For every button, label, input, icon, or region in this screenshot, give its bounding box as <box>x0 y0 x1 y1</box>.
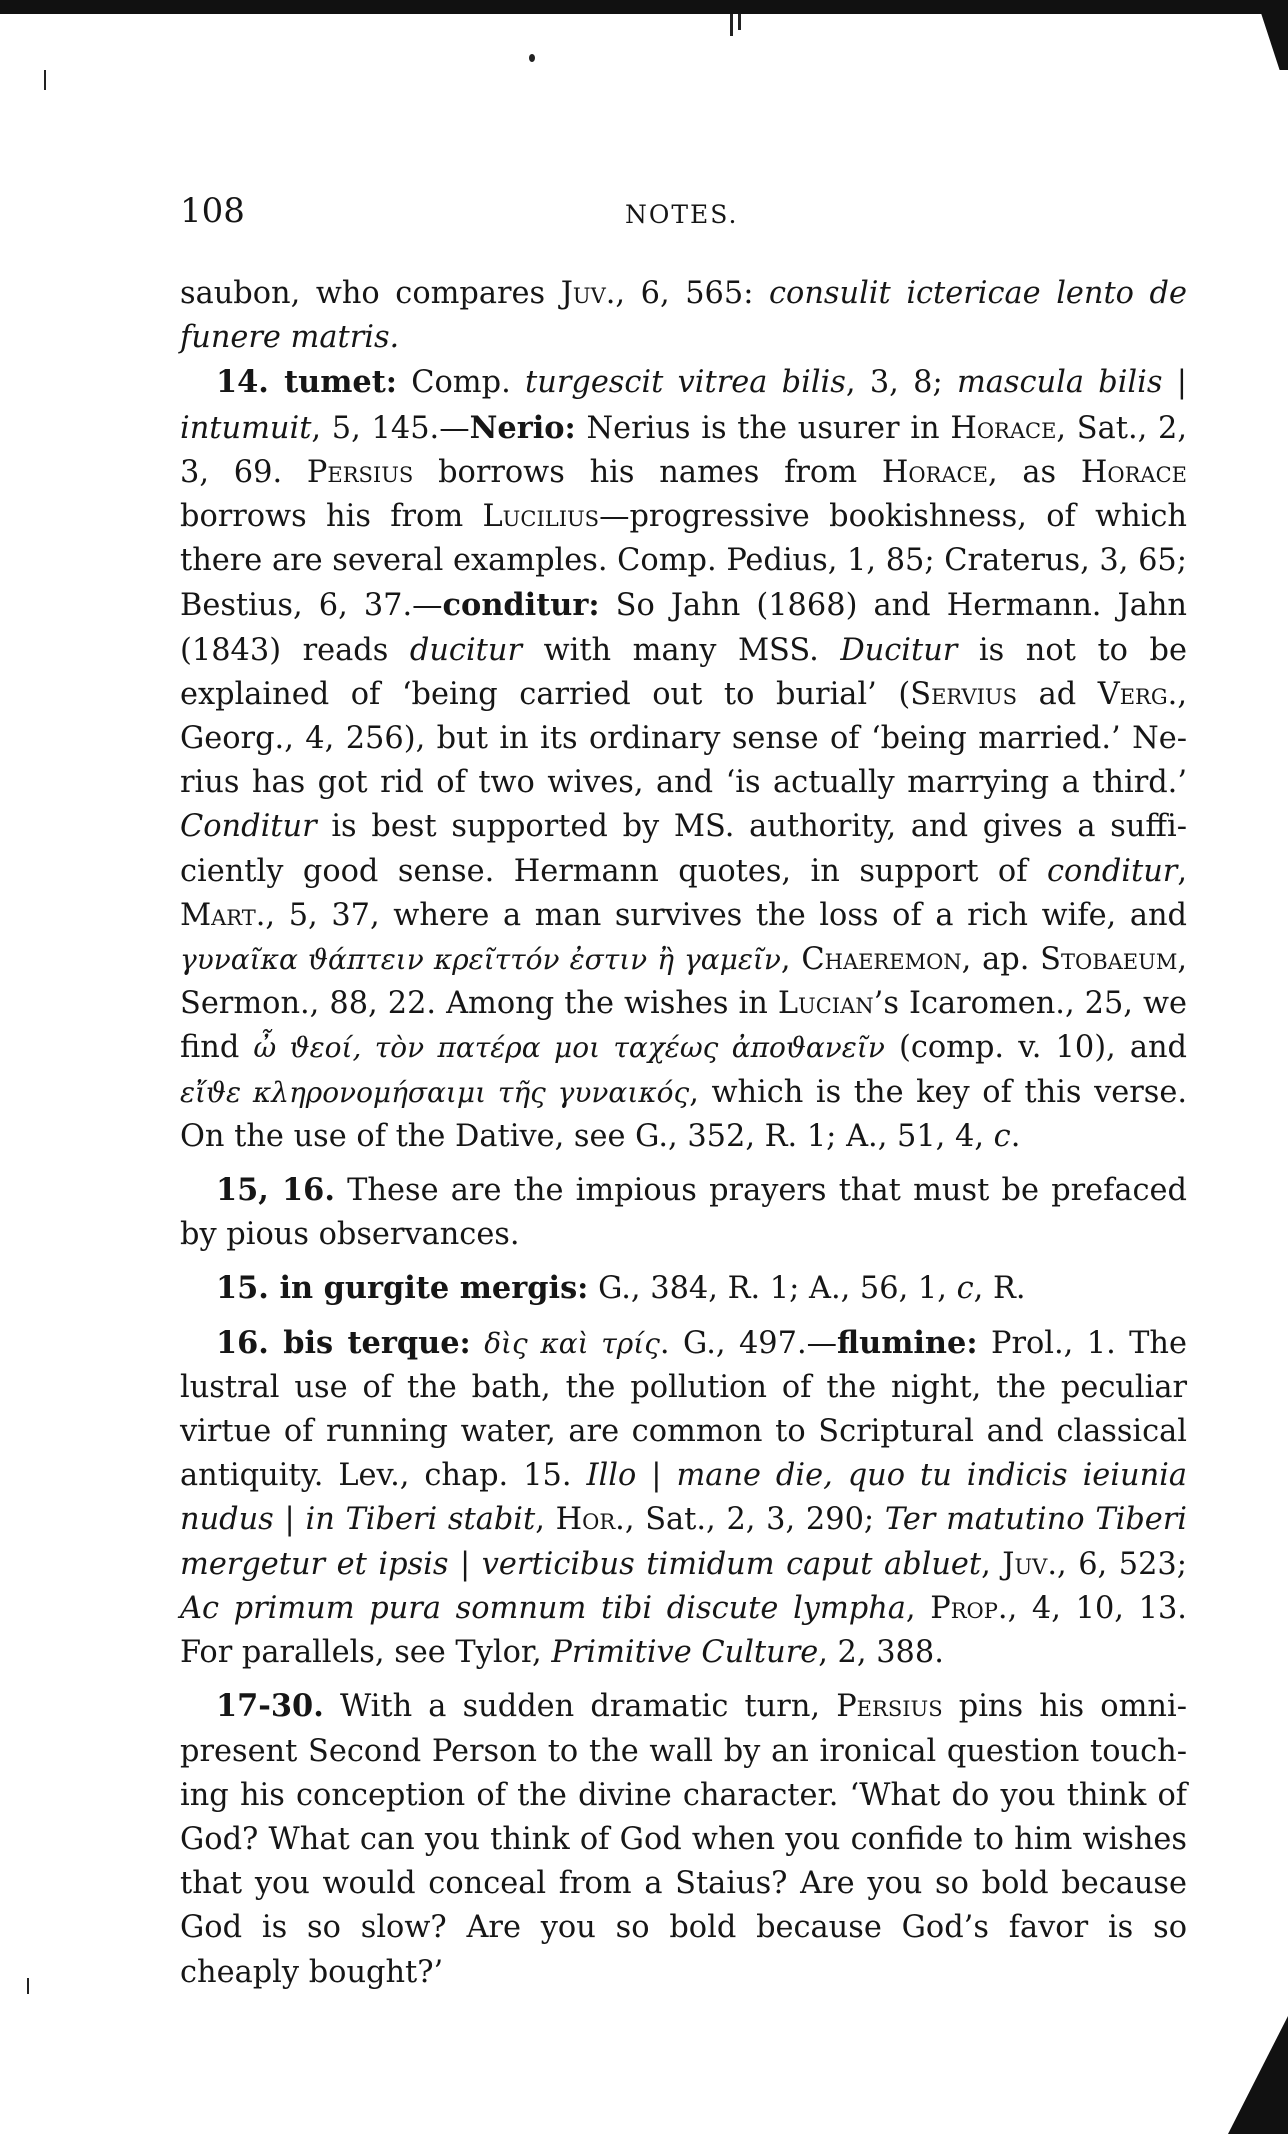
author-reference: Juv. <box>1002 1546 1058 1582</box>
italic-citation: Primitive Culture <box>551 1635 819 1671</box>
lemma: flumine: <box>837 1324 978 1361</box>
text-run: Prol., 1. The lustral use of the bath, the pollution of the night, the peculiar virtue of running water, are common to Scriptural and classical antiquity. Lev., chap. 15. <box>180 1325 1187 1494</box>
text-run: , 5, 145.— <box>311 410 470 446</box>
text-run: is not to be explained of ‘being carried out to burial’ ( <box>180 632 1187 712</box>
lemma: conditur: <box>442 587 600 624</box>
italic-citation: c <box>993 1118 1011 1154</box>
text-run: , 5, 37, where a man survives the loss of a rich wife, and <box>265 897 1187 933</box>
text-run: (comp. v. 10), and <box>884 1030 1187 1066</box>
text-run: borrows his from <box>180 499 483 535</box>
author-reference: Juv. <box>560 276 616 311</box>
lemma: 14. tumet: <box>216 364 397 401</box>
text-run: borrows his names from <box>413 454 882 490</box>
italic-citation: consulit ictericae lento de funere matris. <box>180 276 1187 356</box>
text-run: , <box>535 1502 556 1538</box>
text-run: , R. <box>973 1271 1026 1307</box>
text-run: ’s Icaromen., 25, we find <box>180 986 1187 1066</box>
author-reference: Horace <box>1080 454 1187 490</box>
greek-quotation: γυναῖκα ϑάπτειν κρεῖττόν ἐστιν ἢ γαμεῖν <box>180 943 781 977</box>
italic-citation: conditur <box>1046 853 1178 889</box>
text-run: , Sat., 2, 3, 69. <box>180 410 1187 490</box>
scan-mark <box>730 14 733 36</box>
text-run: So Jahn (1868) and Hermann. Jahn (1843) reads <box>180 588 1187 668</box>
text-run: . <box>1010 1118 1021 1154</box>
text-run: , 3, 8; <box>845 365 957 401</box>
italic-citation: c <box>956 1271 974 1307</box>
text-run: ad <box>1017 676 1098 712</box>
author-reference: Mart. <box>180 897 266 933</box>
text-run: , 6, 565: <box>615 276 770 311</box>
text-run <box>471 1326 484 1361</box>
greek-quotation: ὦ ϑεοί, τὸν πατέρα μοι ταχέως ἀποϑανεῖν <box>253 1031 885 1065</box>
author-reference: Hor. <box>555 1502 625 1538</box>
author-reference: Persius <box>836 1689 943 1725</box>
author-reference: Prop. <box>930 1590 1008 1626</box>
scan-edge-bottom-right <box>1228 2016 1288 2134</box>
scan-speck <box>529 54 535 62</box>
lemma: 15, 16. <box>216 1172 335 1209</box>
lemma: Nerio: <box>469 409 576 446</box>
note-paragraph <box>180 1321 1187 1676</box>
text-run: , which is the key of this verse. On the use of the Dative, see G., 352, R. 1; A., 51, 4, <box>180 1074 1187 1154</box>
text-run: With a sudden dramatic turn, <box>323 1689 837 1725</box>
italic-citation: Illo | mane die, quo tu indicis ieiunia nudus | in Tiberi stabit <box>180 1458 1187 1538</box>
scan-mark <box>44 70 46 90</box>
text-run: , Sermon., 88, 22. Among the wishes in <box>180 942 1187 1022</box>
text-run: , 2, 388. <box>818 1635 944 1671</box>
italic-citation: Ter matutino Tiberi mergetur et ipsis | verticibus timidum caput abluet <box>180 1502 1188 1582</box>
text-run: is best supported by MS. authority, and gives a sufficiently good sense. Hermann quotes, in support of <box>180 809 1187 889</box>
author-reference: Lucian <box>777 986 874 1022</box>
text-run: , ap. <box>961 942 1041 978</box>
text-run: , Georg., 4, 256), but in its ordinary sense of ‘being married.’ Nerius has got rid of two wives, and ‘is actually marrying a third.’ <box>180 676 1187 801</box>
text-run: . G., 497.— <box>659 1325 838 1361</box>
text-run: , 6, 523; <box>1057 1546 1187 1582</box>
text-run: , <box>780 942 802 978</box>
author-reference: Horace <box>881 454 988 490</box>
italic-citation: mascula bilis | intumuit <box>180 365 1187 446</box>
greek-quotation: εἴϑε κληρονομήσαιμι τῆς γυναικός <box>180 1075 690 1109</box>
text-run: , Sat., 2, 3, 290; <box>624 1502 885 1538</box>
author-reference: Servius <box>910 676 1018 712</box>
scan-edge-top <box>0 0 1288 14</box>
note-paragraph <box>180 272 1187 360</box>
text-run: , 4, 10, 13. For parallels, see Tylor, <box>180 1590 1187 1671</box>
note-paragraph <box>180 1684 1187 1994</box>
text-run: Nerius is the usurer in <box>575 410 951 446</box>
author-reference: Chaeremon <box>801 942 962 978</box>
author-reference: Horace <box>950 410 1057 446</box>
text-run: , <box>1177 853 1187 889</box>
text-run: pins his omnipresent Second Person to the wall by an ironical question touching his conception of the divine character. ‘What do you think of God? What can you think of God when you confide to him wishes that you would conceal from a Staius? Are you so bold because God is so slow? Are you so bold because God’s favor is so cheaply bought?’ <box>180 1689 1187 1990</box>
text-run: with many MSS. <box>522 632 841 668</box>
author-reference: Lucilius <box>482 499 600 535</box>
text-run: These are the impious prayers that must be prefaced by pious observances. <box>180 1173 1187 1253</box>
italic-citation: ducitur <box>409 632 522 668</box>
italic-citation: turgescit vitrea bilis <box>525 365 846 401</box>
lemma: 17-30. <box>216 1688 324 1725</box>
notes-body <box>180 272 1187 1995</box>
author-reference: Stobaeum <box>1040 942 1178 978</box>
note-paragraph <box>180 1266 1187 1311</box>
scan-mark <box>738 14 741 30</box>
text-run: Comp. <box>396 365 526 401</box>
text-run: , <box>981 1546 1003 1582</box>
text-run: , <box>905 1590 931 1626</box>
author-reference: Persius <box>306 454 414 490</box>
note-paragraph <box>180 1168 1187 1257</box>
scan-mark <box>27 1978 29 1994</box>
author-reference: Verg. <box>1097 676 1178 712</box>
lemma: 15. in gurgite mergis: <box>216 1270 589 1307</box>
text-run: G., 384, R. 1; A., 56, 1, <box>588 1271 957 1307</box>
italic-citation: Conditur <box>180 809 317 845</box>
scan-edge-top-right <box>1260 10 1288 70</box>
italic-citation: Ducitur <box>840 632 958 668</box>
note-paragraph <box>180 360 1187 1159</box>
page-number: 108 <box>180 191 245 231</box>
italic-citation: Ac primum pura somnum tibi discute lympha <box>180 1590 906 1626</box>
text-run: , as <box>987 454 1081 490</box>
greek-quotation: δὶς καὶ τρίς <box>484 1326 660 1360</box>
text-run: —progressive bookishness, of which there are several examples. Comp. Pedius, 1, 85; Craterus, 3, 65; Bestius, 6, 37.— <box>180 499 1187 624</box>
running-head: NOTES. <box>625 200 739 229</box>
text-run: saubon, who compares <box>180 276 561 311</box>
lemma: 16. bis terque: <box>216 1324 471 1361</box>
